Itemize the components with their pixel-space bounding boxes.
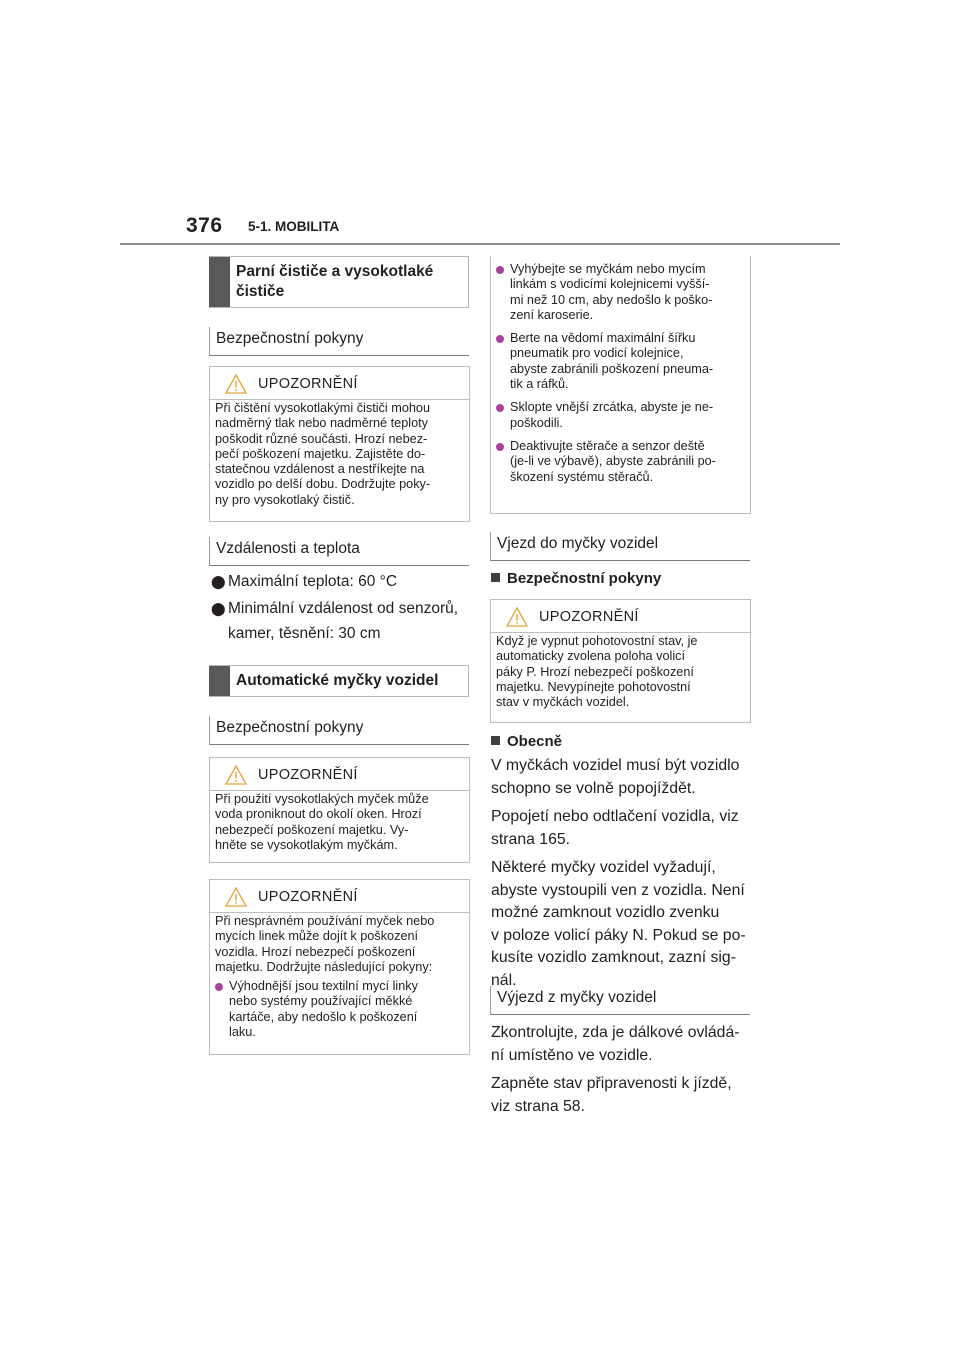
paragraph <box>491 1022 753 1067</box>
warning-divider <box>210 912 469 913</box>
text-line: škození systému stěračů. <box>510 469 654 484</box>
text-line: Sklopte vnější zrcátka, abyste je ne- <box>510 400 714 415</box>
subsection-heading-safety <box>491 570 661 587</box>
warning-text <box>215 401 463 508</box>
text-line: Berte na vědomí maximální šířku <box>510 331 696 346</box>
text-line: nadměrný tlak nebo nadměrné teploty <box>215 416 428 431</box>
warning-label: UPOZORNĚNÍ <box>258 767 358 783</box>
chapter-title: 5-1. MOBILITA <box>248 219 340 234</box>
text-line: laku. <box>229 1025 256 1040</box>
heading-text: Obecně <box>507 733 563 750</box>
warning-box-3 <box>209 879 470 1055</box>
text-line: Některé myčky vozidel vyžadují, <box>491 859 716 876</box>
text-line: Zapněte stav připravenosti k jízdě, <box>491 1075 732 1092</box>
text-line: v poloze volicí páky N. Pokud se po- <box>491 926 746 944</box>
exit-text <box>491 1022 753 1124</box>
list-item <box>211 570 471 594</box>
text-line: Zkontrolujte, zda je dálkové ovládá- <box>491 1024 740 1041</box>
subheading-distance: Vzdálenosti a teplota <box>209 537 469 566</box>
warning-title-row <box>210 888 469 908</box>
text-line: statečnou vzdálenost a nestříkejte na <box>215 462 425 477</box>
warning-box-2 <box>209 757 470 863</box>
text-line: ny pro vysokotlaký čistič. <box>215 492 355 507</box>
warning-divider <box>491 632 750 633</box>
paragraph <box>491 806 753 851</box>
heading-bar <box>209 666 230 696</box>
text-line: kartáče, aby nedošlo k poškození <box>229 1009 418 1024</box>
text-line: Minimální vzdálenost od senzorů, <box>228 600 459 617</box>
text-line: kusíte vozidlo zamknout, zazní sig- <box>491 949 736 966</box>
warning-text <box>496 262 744 485</box>
text-line: poškodit různé součásti. Hrozí nebez- <box>215 431 428 446</box>
subsection-heading-general <box>491 733 562 750</box>
bullet-marker-icon: ⬤ <box>211 601 226 616</box>
list-item <box>496 331 744 392</box>
text-line: mi než 10 cm, aby nedošlo k poško- <box>510 292 713 307</box>
text-line: schopno se volně popojíždět. <box>491 779 696 797</box>
text-line: Při nesprávném používání myček nebo <box>215 914 435 928</box>
text-line: pneumatik pro vodicí kolejnice, <box>510 346 684 361</box>
text-line: pečí poškození majetku. Zajistěte do- <box>215 446 426 461</box>
text-line: ní umístěno ve vozidle. <box>491 1046 653 1064</box>
text-line: nebo systémy používající měkké <box>229 994 413 1009</box>
general-text <box>491 755 753 998</box>
text-line: Deaktivujte stěrače a senzor deště <box>510 438 705 453</box>
warning-title-row <box>210 375 469 395</box>
text-line: kamer, těsnění: 30 cm <box>228 625 381 642</box>
text-line: nál. <box>491 971 517 989</box>
text-line: tik a ráfků. <box>510 377 569 392</box>
text-line: vozidla. Hrozí nebezpečí poškození <box>215 944 416 959</box>
paragraph <box>491 1073 753 1118</box>
warning-triangle-icon <box>506 607 528 627</box>
text-line: linkám s vodicími kolejnicemi vyšší- <box>510 277 710 292</box>
warning-triangle-icon <box>225 887 247 907</box>
heading-line: čističe <box>236 283 285 300</box>
bullet-marker-icon: ⬤ <box>211 574 226 589</box>
warning-box-4 <box>490 599 751 723</box>
paragraph <box>491 755 753 800</box>
warning-box-continued <box>490 256 751 514</box>
text-line: majetku. Dodržujte následující pokyny: <box>215 959 433 974</box>
heading-line: Parní čističe a vysokotlaké <box>236 263 434 280</box>
warning-divider <box>210 399 469 400</box>
text-line: Když je vypnut pohotovostní stav, je <box>496 634 698 648</box>
square-marker-icon <box>491 736 500 745</box>
warning-box-1 <box>209 366 470 522</box>
text-line: strana 165. <box>491 830 571 848</box>
section-heading-steam-cleaners <box>209 256 469 308</box>
heading-bar <box>209 257 230 307</box>
warning-label: UPOZORNĚNÍ <box>258 889 358 905</box>
warning-title-row <box>210 766 469 786</box>
text-line: stav v myčkách vozidel. <box>496 695 630 710</box>
text-line: voda proniknout do okolí oken. Hrozí <box>215 807 422 822</box>
text-line: Při čištění vysokotlakými čističi mohou <box>215 401 431 415</box>
section-heading-text: Automatické myčky vozidel <box>236 672 439 689</box>
text-line: hněte se vysokotlakým myčkám. <box>215 837 398 852</box>
section-heading-car-wash <box>209 665 469 697</box>
warning-label: UPOZORNĚNÍ <box>258 376 358 392</box>
subheading-safety-2: Bezpečnostní pokyny <box>209 716 469 745</box>
list-item <box>496 439 744 485</box>
text-line: mycích linek může dojít k poškození <box>215 929 419 944</box>
warning-triangle-icon <box>225 374 247 394</box>
square-marker-icon <box>491 573 500 582</box>
warning-text <box>496 634 744 710</box>
text-line: majetku. Nevypínejte pohotovostní <box>496 679 691 694</box>
warning-label: UPOZORNĚNÍ <box>539 609 639 625</box>
text-line: Popojetí nebo odtlačení vozidla, viz <box>491 808 739 825</box>
text-line: Maximální teplota: 60 °C <box>228 573 398 590</box>
heading-text: Bezpečnostní pokyny <box>507 570 662 587</box>
list-item <box>496 400 744 431</box>
paragraph <box>491 857 753 992</box>
warning-text <box>215 792 463 853</box>
text-line: zení karoserie. <box>510 307 594 322</box>
text-line: vozidlo po delší dobu. Dodržujte poky- <box>215 477 431 492</box>
warning-title-row <box>491 608 750 628</box>
list-item <box>496 262 744 323</box>
text-line: viz strana 58. <box>491 1097 585 1115</box>
warning-divider <box>210 790 469 791</box>
warning-triangle-icon <box>225 765 247 785</box>
section-heading-text <box>236 262 433 302</box>
text-line: Výhodnější jsou textilní mycí linky <box>229 979 418 994</box>
subheading-exit-car-wash: Výjezd z myčky vozidel <box>490 986 750 1015</box>
warning-text <box>215 914 463 1040</box>
text-line: Při použití vysokotlakých myček může <box>215 792 429 806</box>
subheading-safety-1: Bezpečnostní pokyny <box>209 327 469 356</box>
text-line: (je-li ve výbavě), abyste zabránili po- <box>510 454 716 469</box>
text-line: abyste zabránili poškození pneuma- <box>510 361 714 376</box>
text-line: V myčkách vozidel musí být vozidlo <box>491 757 740 774</box>
text-line: páky P. Hrozí nebezpečí poškození <box>496 664 694 679</box>
text-line: možné zamknout vozidlo zvenku <box>491 904 720 921</box>
subheading-enter-car-wash: Vjezd do myčky vozidel <box>490 532 750 561</box>
page-number: 376 <box>186 214 223 237</box>
text-line: nebezpečí poškození majetku. Vy- <box>215 822 409 837</box>
list-item <box>211 596 473 646</box>
text-line: poškodili. <box>510 415 563 430</box>
header-divider <box>120 243 840 245</box>
text-line: automaticky zvolena poloha volicí <box>496 649 686 664</box>
text-line: abyste vystoupili ven z vozidla. Není <box>491 881 745 899</box>
text-line: Vyhýbejte se myčkám nebo mycím <box>510 262 706 276</box>
list-item <box>215 979 463 1040</box>
